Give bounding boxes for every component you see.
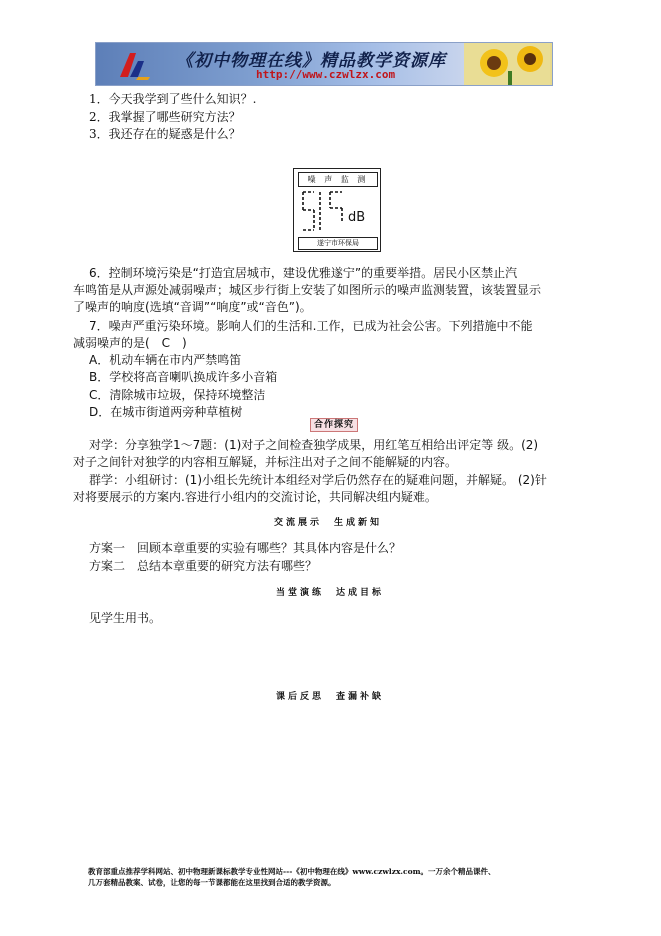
q7-option: A．机动车辆在市内严禁鸣笛 (89, 353, 242, 367)
q7-option: D．在城市街道两旁种草植树 (89, 405, 243, 419)
q6-line: 了噪声的响度(选填“音调”“响度”或“音色”)。 (73, 300, 312, 314)
practice-text: 见学生用书。 (89, 611, 162, 625)
footer-line: 几万套精品教案、试卷，让您的每一节课都能在这里找到合适的教学资源。 (88, 878, 336, 887)
reflection-item: 1．今天我学到了些什么知识？. (89, 92, 257, 106)
q7-stem: 减弱噪声的是( C ) (73, 336, 187, 350)
page-footer (88, 866, 628, 888)
q7-option: C．清除城市垃圾，保持环境整洁 (89, 388, 266, 402)
q6-line: 6．控制环境污染是“打造宜居城市，建设优雅遂宁”的重要举措。居民小区禁止汽 (89, 266, 518, 280)
monitor-unit: dB (348, 210, 366, 225)
coop-line: 对学：分享独学1～7题：(1)对子之间检查独学成果，用红笔互相给出评定等 级。(2) (89, 438, 539, 452)
coop-line: 群学：小组研讨：(1)小组长先统计本组经对学后仍然存在的疑难问题，并解疑。 (2)针 (89, 473, 547, 487)
plan-item: 方案二 总结本章重要的研究方法有哪些？ (89, 559, 318, 573)
plan-item: 方案一 回顾本章重要的实验有哪些？其具体内容是什么？ (89, 541, 402, 555)
coop-section-tag: 合作探究 (310, 418, 358, 432)
coop-line: 对子之间针对独学的内容相互解疑，并标注出对子之间不能解疑的内容。 (73, 455, 458, 469)
reflection-item: 2．我掌握了哪些研究方法？ (89, 110, 241, 124)
coop-line: 对将要展示的方案内.容进行小组内的交流讨论，共同解决组内疑难。 (73, 490, 437, 504)
banner-title: 《初中物理在线》精品教学资源库 (176, 51, 446, 71)
footer-line: 教育部重点推荐学科网站、初中物理新课标教学专业性网站---《初中物理在线》www.czwlzx.com。一万余个精品课件、 (88, 867, 496, 876)
afterclass-heading: 课后反思 查漏补缺 (276, 692, 385, 702)
site-logo-icon (118, 49, 152, 81)
monitor-org: 遂宁市环保局 (298, 237, 378, 250)
monitor-label: 噪 声 监 测 (298, 172, 378, 187)
reflection-item: 3．我还存在的疑惑是什么？ (89, 127, 241, 141)
noise-monitor-figure (293, 168, 381, 252)
header-banner (95, 42, 553, 86)
q6-line: 车鸣笛是从声源处减弱噪声；城区步行街上安装了如图所示的噪声监测装置，该装置显示 (73, 283, 542, 297)
banner-url[interactable]: http://www.czwlzx.com (256, 68, 396, 81)
exchange-heading: 交流展示 生成新知 (274, 518, 383, 528)
q7-stem: 7．噪声严重污染环境。影响人们的生活和.工作，已成为社会公害。下列措施中不能 (89, 319, 533, 333)
sunflower-icon (464, 43, 550, 85)
q7-option: B．学校将高音喇叭换成许多小音箱 (89, 370, 278, 384)
practice-heading: 当堂演练 达成目标 (276, 588, 385, 598)
